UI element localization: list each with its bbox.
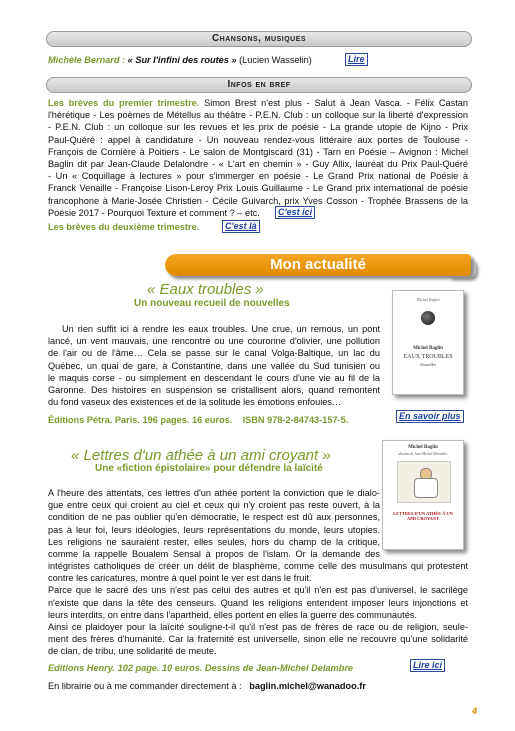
book2-description [48,487,380,560]
book1-cover-moon-image [421,311,435,325]
book1-line: Un rien suffit ici à rendre les eaux troubles. Une crue, un remous, un pont [62,324,380,334]
book1-line: le maquis corse - ou simplement en descendant le cours d'une vie au fil de la [48,372,380,383]
breves-line: l'hérétique - Les poèmes de Métellus au théâtre - P.E.N. Club : un colloque sur la liberté d'expression [48,110,468,121]
chansons-read-link[interactable]: Lire [345,53,368,66]
chansons-title: « Sur l'infini des routes » [127,55,237,65]
book2-line: leurs interdits, on entre dans l'apartheid, elles portent en elles la guerre des communautés. [48,609,417,620]
book2-description-wide [48,560,468,658]
breves-line: - Un « Coquillage à lectures » pour s'immerger en poésie - Le Grand Prix national de Poésie à [48,171,468,182]
chansons-author: Michèle Bernard : [48,55,126,65]
book2-line: comme la rappelle Boualem Sensal à propos de l'islam. Or la demande des [48,549,380,560]
book2-line: Les religions ne sauraient rester, elles seules, hors du champ de la critique, [48,536,380,547]
order-email[interactable]: baglin.michel@wanadoo.fr [249,681,366,691]
breves-line: - P.E.N. Club : un colloque sur les revues et les prix de poésie - La grande utopie de Kijno - Prix [48,122,468,133]
page-number: 4 [471,706,477,716]
infos-breves-block [48,97,468,219]
book1-more-link[interactable]: En savoir plus [396,410,464,423]
book2-line: Ainsi ce plaidoyer pour la laïcité souligne-t-il qu'il n'est pas de frères de race ou de religion, seule- [48,622,468,633]
book1-subtitle: Un nouveau recueil de nouvelles [134,298,290,309]
book1-cover-header: Michel Baglin [416,297,440,302]
actualite-banner: Mon actualité [165,254,471,276]
breves-line: Paul-Quéré : appel à candidature - Un nouveau rendez-vous littéraire aux portes de Toulouse - [48,134,468,145]
book1-cover-author: Michel Baglin [413,346,443,351]
book1-cover [392,290,464,395]
order-line [48,680,366,692]
book2-line: de clan, de tribu, une solidarité de meute. [48,646,217,657]
book2-cover-illustrator: dessins de Jean-Michel Delambre [398,452,448,456]
book1-edition-line [48,414,348,426]
book2-line: gue entre ceux qui croient au ciel et ceux qui n'y croient pas reste ouvert, à la [48,500,380,511]
book2-line: intégristes catholiques de créer un délit de blasphème, comme celle des musulmans qui protestent [48,561,468,571]
book2-subtitle: Une «fiction épistolaire» pour défendre la laïcité [95,463,323,474]
book2-line: condition de ne pas oublier qu'en démocratie, le respect est dû aux personnes, [48,512,380,523]
book1-cover-title: EAUX TROUBLES [403,354,453,360]
breves-premier-link[interactable]: C'est ici [275,206,315,219]
breves-deuxieme-link[interactable]: C'est là [222,220,260,233]
book2-cover [382,440,464,550]
book1-line: de l'air ou de l'âme… Cela se passe sur le canal Volga-Baltique, un lac du [48,348,380,359]
book1-line: Garonne. Des histoires en suspension se cristallisent alors, quand remontent [48,385,380,396]
book2-cover-title: LETTRES D'UN ATHÉE À UN AMI CROYANT [393,511,453,522]
book2-read-link[interactable]: Lire ici [410,659,445,672]
section-header-chansons: Chansons, musiques [46,31,472,47]
breves-deuxieme-label: Les brèves du deuxième trimestre. [48,222,200,232]
breves-line: francophone à Marie-Josée Christien - Cécile Guivarch, prix Yves Cosson - Trophée Brassens de la [48,195,468,206]
book2-line: contre les caricatures, montre à quel point le ver est dans le fruit. [48,573,312,584]
order-text: En librairie ou à me commander directement à : [48,681,242,691]
book1-cover-genre: Nouvelles [420,362,436,367]
book1-description [48,323,380,408]
breves-line: Simon Brest n'est plus - Salut à Jean Vasca. - Félix Castan [199,98,468,108]
book1-isbn: ISBN 978-2-84743-157-5. [242,415,349,425]
breves-line: François de Cornière à Poitiers - Le salon de Montgiscard (31) - Tarn en Poésie – Avignon : Michel [48,146,468,157]
book2-title: « Lettres d'un athée à un ami croyant » [71,447,331,464]
book2-line: Parce que le sacré des uns n'est pas celui des autres et qu'il n'en est pas d'universel, le sacrilège [48,585,468,596]
book1-line: Québec, un quai de gare, à Constantine, dans une vallée du Sud tunisien ou [48,360,380,371]
book2-cover-drawing [397,461,451,503]
book1-title: « Eaux troubles » [147,281,264,298]
book2-cover-author: Michel Baglin [408,445,438,450]
breves-line: Poésie 2017 - Pourquoi Texture et comment ? – etc. [48,207,260,218]
book2-line: n'existe que dans la tête des censeurs. Quand les religions entendent imposer leurs injonctions et [48,597,468,608]
book2-line: ment des frères d'humanité. Car la fraternité est universelle, sinon elle ne recouvre qu'une solidarité [48,634,468,645]
chansons-entry [48,54,312,66]
chansons-credit: (Lucien Wasselin) [239,55,312,65]
breves-premier-label: Les brèves du premier trimestre. [48,98,200,108]
book2-line: pas à leur foi, leurs idéologies, leurs représentations du monde, leurs utopies. [48,524,380,535]
book1-edition: Éditions Pétra. Paris. 196 pages. 16 euros. [48,415,233,425]
book1-line: du fond vaseux des existences et de la solitude les émotions enfouies… [48,397,342,408]
breves-line: Baglin dit par Jean-Claude Delalondre - « L'art en chemin » - Guy Allix, lauréat du Prix Paul-Quéré [48,159,468,170]
section-header-infos: Infos en bref [46,77,472,93]
book2-line: A l'heure des attentats, ces lettres d'un athée portent la conviction que le dialo- [48,488,380,498]
book2-edition: Editions Henry. 102 page. 10 euros. Dessins de Jean-Michel Delambre [48,663,354,673]
breves-line: Franck Venaille - Françoise Lison-Leroy Prix Louis Guillaume - Le Grand prix international de poésie [48,183,468,194]
book1-line: lancé, un vent mauvais, une rencontre ou une couronne d'olivier, une pollution [48,336,380,347]
